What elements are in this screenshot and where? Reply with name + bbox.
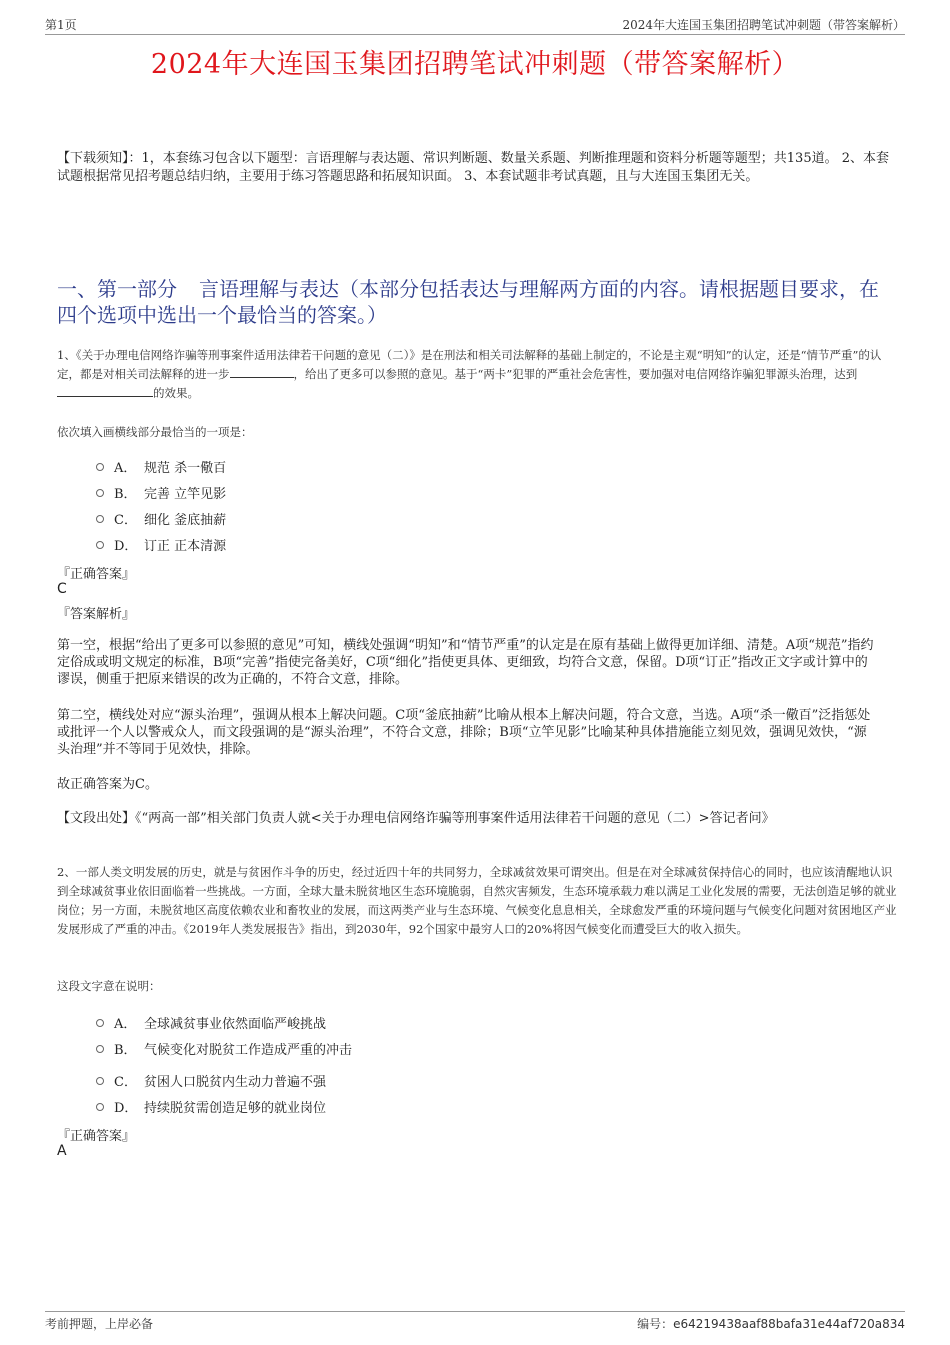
question-1-part-c: 的效果。 [153,386,199,400]
q2-option-b[interactable] [96,1039,352,1058]
footer-slogan: 考前押题，上岸必备 [45,1317,154,1331]
radio-icon[interactable] [96,515,104,523]
radio-icon[interactable] [96,1019,104,1027]
blank-1 [230,365,294,378]
option-text: 细化 釜底抽薪 [144,513,227,528]
page-footer [45,1311,905,1332]
q2-option-c[interactable] [96,1071,326,1090]
header-doc-title: 2024年大连国玉集团招聘笔试冲刺题（带答案解析） [622,18,905,32]
option-letter: D． [114,1101,138,1116]
question-1-part-a: 1、《关于办理电信网络诈骗等刑事案件适用法律若干问题的意见（二）》是在刑法和相关司法解释的基础上制定的，不论是主观“明知”的认定，还是“情节严重”的认定，都是对相关司法解释的进一步 [57,348,882,381]
question-1-part-b: ，给出了更多可以参照的意见。基于“两卡”犯罪的严重社会危害性，要加强对电信网络诈骗犯罪源头治理，达到 [293,367,858,381]
page-header [45,14,905,35]
option-letter: A． [114,1017,137,1032]
q1-analysis-para-3: 故正确答案为C。 [57,777,158,792]
question-1-prompt: 依次填入画横线部分最恰当的一项是： [57,425,253,439]
option-text: 完善 立竿见影 [144,487,227,502]
q2-answer-label: 『正确答案』 [57,1129,136,1144]
q1-option-c[interactable] [96,509,226,528]
section-description: 言语理解与表达（本部分包括表达与理解两方面的内容。请根据题目要求，在四个选项中选出一个最恰当的答案。） [57,277,879,327]
page-number: 第1页 [45,18,77,32]
radio-icon[interactable] [96,541,104,549]
radio-icon[interactable] [96,463,104,471]
question-2-prompt: 这段文字意在说明： [57,979,161,993]
footer-id-code: e64219438aaf88bafa31e44af720a834 [673,1317,905,1331]
option-letter: C． [114,513,137,528]
section-heading [57,276,897,328]
radio-icon[interactable] [96,1077,104,1085]
radio-icon[interactable] [96,489,104,497]
option-text: 气候变化对脱贫工作造成严重的冲击 [144,1043,353,1058]
download-notice: 【下载须知】：1，本套练习包含以下题型：言语理解与表达题、常识判断题、数量关系题、判断推理题和资料分析题等题型；共135道。 2、本套试题根据常见招考题总结归纳，主要用于练习答题思路和拓展知识面。 3、本套试题非考试真题，且与大连国玉集团无关。 [57,151,889,184]
q2-option-a[interactable] [96,1013,326,1032]
q1-option-a[interactable] [96,457,226,476]
section-part: 一、第一部分 [57,277,177,301]
blank-2 [57,384,153,397]
footer-id [637,1315,905,1332]
q2-answer: A [57,1143,67,1159]
q1-source: 【文段出处】《“两高一部”相关部门负责人就<关于办理电信网络诈骗等刑事案件适用法律若干问题的意见（二）>答记者问》 [57,811,775,826]
option-letter: B． [114,1043,137,1058]
q2-option-d[interactable] [96,1097,326,1116]
q1-answer-label: 『正确答案』 [57,567,136,582]
q1-answer: C [57,581,67,597]
option-text: 贫困人口脱贫内生动力普遍不强 [144,1075,327,1090]
question-1-text [57,346,897,403]
radio-icon[interactable] [96,1045,104,1053]
q1-option-d[interactable] [96,535,226,554]
option-text: 规范 杀一儆百 [144,461,227,476]
q1-analysis-para-1: 第一空，根据“给出了更多可以参照的意见”可知，横线处强调“明知”和“情节严重”的认定是在原有基础上做得更加详细、清楚。A项“规范”指约定俗成或明文规定的标准，B项“完善”指使完备美好，C项“细化”指使更具体、更细致，均符合文意，保留。D项“订正”指改正文字或计算中的谬误，侧重于把原来错误的改为正确的，不符合文意，排除。 [57,638,874,687]
q1-analysis-label: 『答案解析』 [57,607,136,622]
document-title: 2024年大连国玉集团招聘笔试冲刺题（带答案解析） [150,49,800,80]
option-letter: C． [114,1075,137,1090]
option-text: 持续脱贫需创造足够的就业岗位 [144,1101,327,1116]
option-letter: D． [114,539,138,554]
question-2-text: 2、一部人类文明发展的历史，就是与贫困作斗争的历史，经过近四十年的共同努力，全球减贫效果可谓突出。但是在对全球减贫保持信心的同时，也应该清醒地认识到全球减贫事业依旧面临着一些挑战。一方面，全球大量未脱贫地区生态环境脆弱，自然灾害频发，生态环境承载力难以满足工业化发展的需要，无法创造足够的就业岗位；另一方面，未脱贫地区高度依赖农业和畜牧业的发展，而这两类产业与生态环境、气候变化息息相关，全球愈发严重的环境问题与气候变化问题对贫困地区产业发展形成了严重的冲击。《2019年人类发展报告》指出，到2030年，92个国家中最穷人口的20%将因气候变化而遭受巨大的收入损失。 [57,865,897,936]
option-letter: B． [114,487,137,502]
q1-option-b[interactable] [96,483,226,502]
q1-analysis-para-2: 第二空，横线处对应“源头治理”，强调从根本上解决问题。C项“釜底抽薪”比喻从根本上解决问题，符合文意，当选。A项“杀一儆百”泛指惩处或批评一个人以警戒众人，而文段强调的是“源头治理”，不符合文意，排除；B项“立竿见影”比喻某种具体措施能立刻见效，强调见效快，“源头治理”并不等同于见效快，排除。 [57,708,871,757]
option-text: 订正 正本清源 [144,539,227,554]
footer-id-label: 编号： [637,1317,674,1331]
radio-icon[interactable] [96,1103,104,1111]
option-text: 全球减贫事业依然面临严峻挑战 [144,1017,327,1032]
option-letter: A． [114,461,137,476]
